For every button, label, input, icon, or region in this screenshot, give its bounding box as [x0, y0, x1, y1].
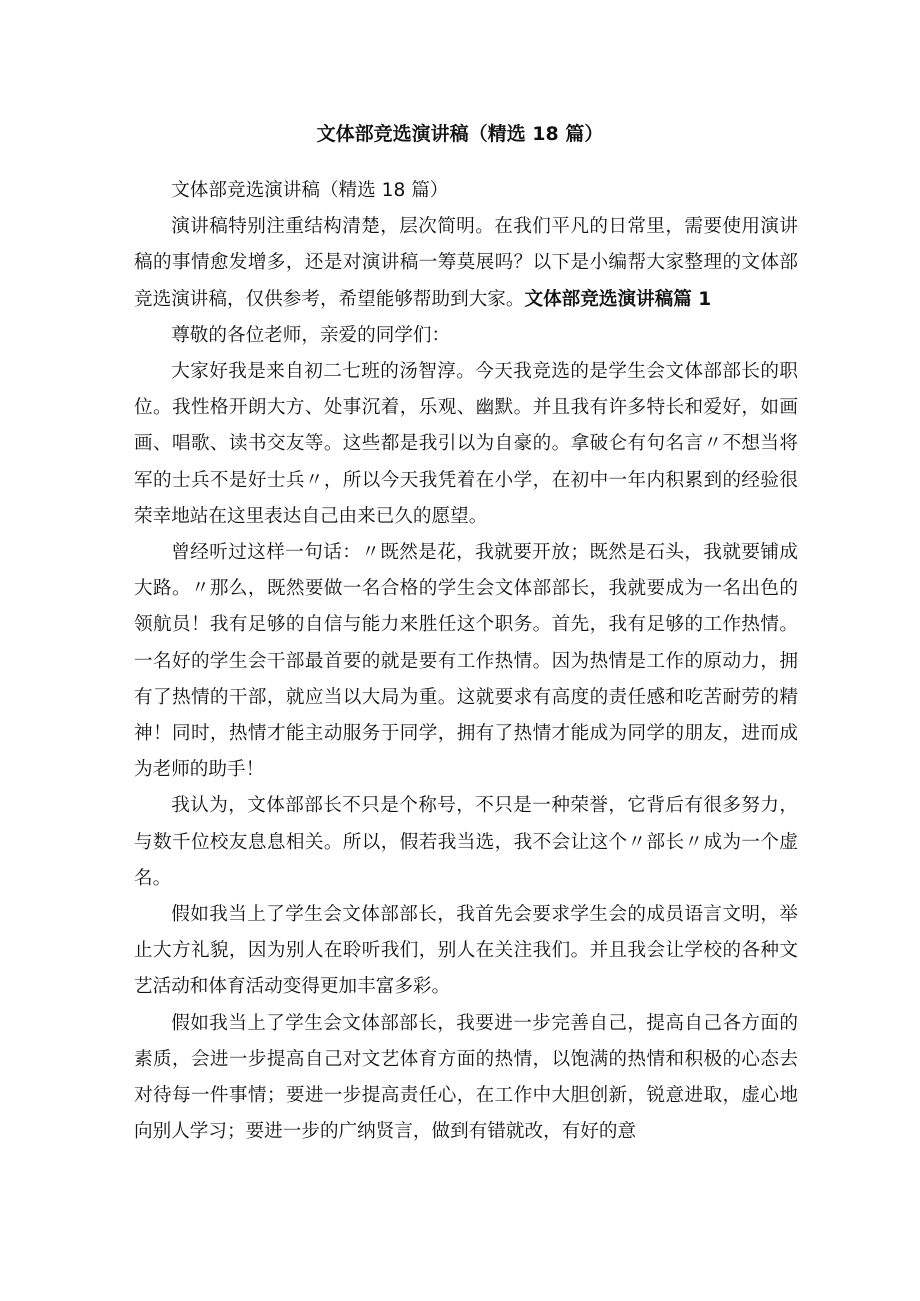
paragraph-subtitle: 文体部竞选演讲稿（精选 18 篇） — [171, 180, 449, 201]
document-title: 文体部竞选演讲稿（精选 18 篇） — [316, 123, 604, 145]
intro-text: 演讲稿特别注重结构清楚，层次简明。在我们平凡的日常里，需要使用演讲稿的事情愈发增多，还是对演讲稿一筹莫展吗？以下是小编帮大家整理的文体部竞选演讲稿，仅供参考，希望能够帮助到大家。 — [134, 216, 798, 310]
paragraph-plan-2: 假如我当上了学生会文体部部长，我要进一步完善自己，提高自己各方面的素质，会进一步提高自己对文艺体育方面的热情，以饱满的热情和积极的心态去对待每一件事情；要进一步提高责任心，在工作中大胆创新，锐意进取，虚心地向别人学习；要进一步的广纳贤言，做到有错就改，有好的意 — [134, 1012, 798, 1143]
paragraph-greeting: 尊敬的各位老师，亲爱的同学们： — [171, 324, 451, 346]
paragraph-self-intro: 大家好我是来自初二七班的汤智淳。今天我竞选的是学生会文体部部长的职位。我性格开朗大方、处事沉着，乐观、幽默。并且我有许多特长和爱好，如画画、唱歌、读书交友等。这些都是我引以为自豪的。拿破仑有句名言〃不想当将军的士兵不是好士兵〃，所以今天我凭着在小学，在初中一年内积累到的经验很荣幸地站在这里表达自己由来已久的愿望。 — [134, 361, 798, 527]
paragraph-plan-1: 假如我当上了学生会文体部部长，我首先会要求学生会的成员语言文明，举止大方礼貌，因为别人在聆听我们，别人在关注我们。并且我会让学校的各种文艺活动和体育活动变得更加丰富多彩。 — [134, 904, 798, 998]
paragraph-intro — [134, 209, 798, 318]
section-heading-1: 文体部竞选演讲稿篇 1 — [524, 288, 712, 310]
paragraph-responsibility: 我认为，文体部部长不只是个称号，不只是一种荣誉，它背后有很多努力，与数千位校友息息相关。所以，假若我当选，我不会让这个〃部长〃成为一个虚名。 — [134, 795, 798, 889]
paragraph-enthusiasm: 曾经听过这样一句话：〃既然是花，我就要开放；既然是石头，我就要铺成大路。〃那么，既然要做一名合格的学生会文体部部长，我就要成为一名出色的领航员！我有足够的自信与能力来胜任这个职务。首先，我有足够的工作热情。一名好的学生会干部最首要的就是要有工作热情。因为热情是工作的原动力，拥有了热情的干部，就应当以大局为重。这就要求有高度的责任感和吃苦耐劳的精神！同时，热情才能主动服务于同学，拥有了热情才能成为同学的朋友，进而成为老师的助手！ — [134, 542, 798, 781]
document-body — [134, 173, 798, 1150]
